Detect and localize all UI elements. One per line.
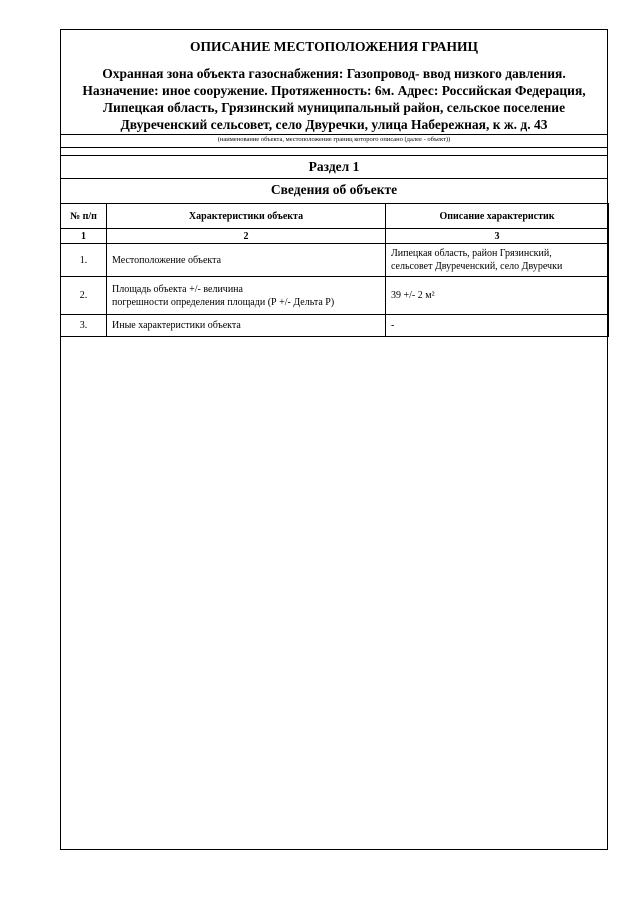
column-header-description: Описание характеристик [386,204,609,229]
row-characteristic-line: Местоположение объекта [112,254,222,266]
object-description-line: Назначение: иное сооружение. Протяженность: 6м. Адрес: Российская Федерация, [82,83,586,98]
column-number: 3 [386,229,609,244]
row-description [386,244,609,277]
object-description-line: Двуреченский сельсовет, село Двуречки, улица Набережная, к ж. д. 43 [120,117,548,132]
table-header-row [61,204,609,229]
column-header-number: № п/п [61,204,107,229]
row-characteristic-line: Иные характеристики объекта [112,320,241,331]
object-description-line: Охранная зона объекта газоснабжения: Газопровод- ввод низкого давления. [102,66,566,81]
section-title: Раздел 1 [308,159,360,174]
section-subtitle: Сведения об объекте [270,182,398,197]
column-header-characteristic: Характеристики объекта [107,204,386,229]
column-number-row [61,229,609,244]
object-note: (наименование объекта, местоположение границ которого описано (далее - объект)) [217,136,451,143]
divider [61,147,607,148]
row-description-line: сельсовет Двуреченский, село Двуречки [391,261,563,272]
document-frame [60,29,608,850]
object-description-line: Липецкая область, Грязинский муниципальный район, сельское поселение [102,100,566,115]
table-row [61,244,609,277]
row-description-line: 39 +/- 2 м² [391,290,435,301]
row-characteristic [107,277,386,315]
divider [61,134,607,135]
row-description [386,315,609,337]
row-characteristic-line: Площадь объекта +/- величина [112,283,243,295]
document-title: ОПИСАНИЕ МЕСТОПОЛОЖЕНИЯ ГРАНИЦ [190,39,478,54]
row-characteristic [107,315,386,337]
column-number: 2 [107,229,386,244]
row-description-line: - [391,320,395,331]
row-description [386,277,609,315]
row-number: 1. [61,244,107,277]
row-description-line: Липецкая область, район Грязинский, [391,248,552,259]
row-number: 3. [61,315,107,337]
row-characteristic-line: погрешности определения площади (Р +/- Дельта Р) [112,296,335,308]
row-characteristic [107,244,386,277]
column-number: 1 [61,229,107,244]
table-row [61,315,609,337]
table-row [61,277,609,315]
row-number: 2. [61,277,107,315]
object-info-table [60,203,609,337]
object-description [65,65,603,133]
